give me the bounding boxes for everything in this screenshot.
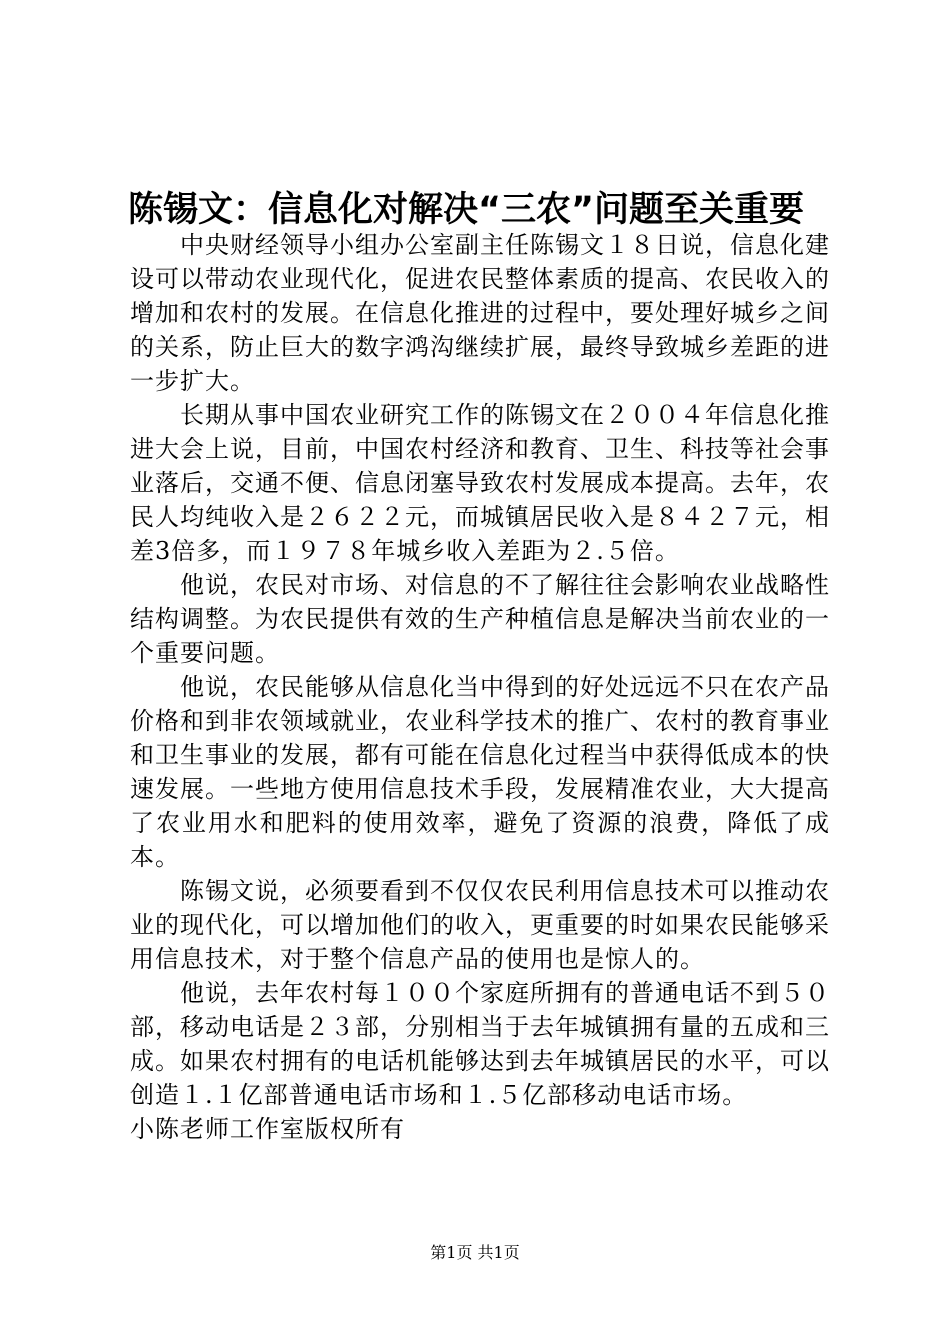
paragraph: 他说，农民对市场、对信息的不了解往往会影响农业战略性结构调整。为农民提供有效的生产种植信息是解决当前农业的一个重要问题。 <box>130 571 830 667</box>
paragraph: 长期从事中国农业研究工作的陈锡文在２００４年信息化推进大会上说，目前，中国农村经济和教育、卫生、科技等社会事业落后，交通不便、信息闭塞导致农村发展成本提高。去年，农民人均纯收入是２６２２元，而城镇居民收入是８４２７元，相差3倍多，而１９７８年城乡收入差距为２.５倍。 <box>130 401 830 565</box>
document-title: 陈锡文：信息化对解决“三农”问题至关重要 <box>128 190 805 230</box>
document-body <box>130 228 830 1146</box>
paragraph: 他说，农民能够从信息化当中得到的好处远远不只在农产品价格和到非农领域就业，农业科学技术的推广、农村的教育事业和卫生事业的发展，都有可能在信息化过程当中获得低成本的快速发展。一些地方使用信息技术手段，发展精准农业，大大提高了农业用水和肥料的使用效率，避免了资源的浪费，降低了成本。 <box>130 673 830 871</box>
paragraph: 陈锡文说，必须要看到不仅仅农民利用信息技术可以推动农业的现代化，可以增加他们的收入，更重要的时如果农民能够采用信息技术，对于整个信息产品的使用也是惊人的。 <box>130 877 830 973</box>
page-number: 第1页 共1页 <box>430 1243 520 1262</box>
paragraph: 他说，去年农村每１００个家庭所拥有的普通电话不到５０部，移动电话是２３部，分别相当于去年城镇拥有量的五成和三成。如果农村拥有的电话机能够达到去年城镇居民的水平，可以创造１.１亿部普通电话市场和１.５亿部移动电话市场。 <box>130 979 830 1109</box>
copyright-note: 小陈老师工作室版权所有 <box>130 1115 405 1143</box>
paragraph: 中央财经领导小组办公室副主任陈锡文１８日说，信息化建设可以带动农业现代化，促进农民整体素质的提高、农民收入的增加和农村的发展。在信息化推进的过程中，要处理好城乡之间的关系，防止巨大的数字鸿沟继续扩展，最终导致城乡差距的进一步扩大。 <box>130 231 830 395</box>
